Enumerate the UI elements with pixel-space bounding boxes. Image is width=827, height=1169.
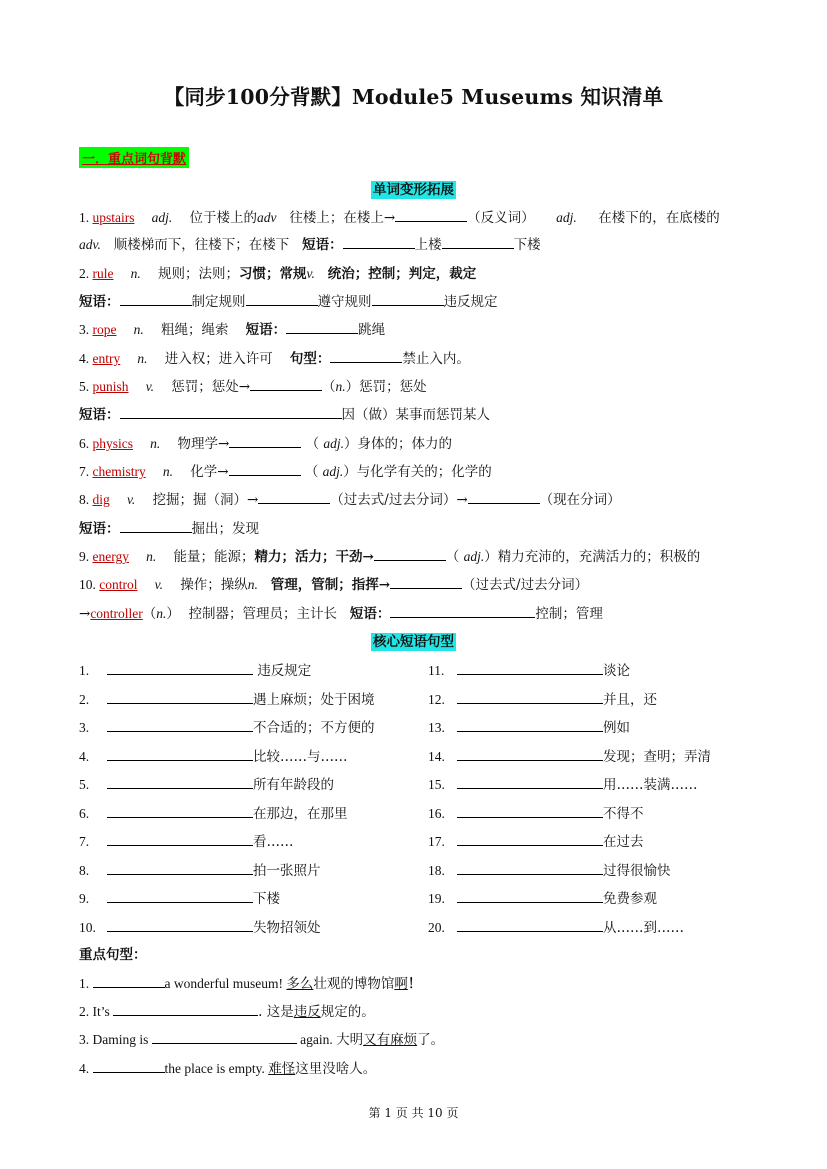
blank[interactable] bbox=[93, 1059, 165, 1073]
blank[interactable] bbox=[120, 519, 192, 533]
blank[interactable] bbox=[372, 292, 444, 306]
phrase-meaning: 在过去 bbox=[603, 834, 644, 850]
phrase-meaning: 失物招领处 bbox=[253, 919, 321, 936]
phrase-number: 16. bbox=[428, 805, 445, 821]
phrase-blank[interactable] bbox=[457, 661, 603, 675]
phrase-meaning: 从……到…… bbox=[603, 919, 684, 936]
word-entry-10: 10. control v. 操作；操纵n. 管理，管制；指挥→ （过去式/过去分词） bbox=[79, 577, 589, 593]
sentence-1: 1. a wonderful museum! 多么壮观的博物馆啊！ bbox=[79, 976, 422, 992]
phrase-blank[interactable] bbox=[457, 690, 603, 704]
phrase-item bbox=[428, 745, 711, 765]
phrase-item bbox=[79, 716, 375, 736]
word-entry-9: 9. energy n. 能量；能源；精力；活力；干劲→ （ adj.）精力充沛的，充满活力的；积极的 bbox=[79, 549, 701, 565]
phrase-item bbox=[428, 659, 630, 679]
blank[interactable] bbox=[250, 377, 322, 391]
phrase-meaning: 比较……与…… bbox=[253, 748, 348, 765]
blank[interactable] bbox=[395, 208, 467, 222]
phrase-blank[interactable] bbox=[107, 889, 253, 903]
word-entry-2-phrases: 短语： 制定规则 遵守规则 违反规定 bbox=[79, 294, 498, 310]
blank[interactable] bbox=[330, 349, 402, 363]
word-entry-5: 5. punish v. 惩罚；惩处→ （n.）惩罚；惩处 bbox=[79, 379, 427, 395]
phrase-meaning: 例如 bbox=[603, 720, 630, 736]
phrase-number: 3. bbox=[79, 720, 90, 735]
blank[interactable] bbox=[152, 1030, 297, 1044]
phrase-item bbox=[428, 830, 644, 850]
phrase-number: 7. bbox=[79, 834, 90, 849]
phrase-meaning: 看…… bbox=[253, 834, 294, 850]
phrase-item bbox=[79, 688, 375, 708]
blank[interactable] bbox=[93, 974, 165, 988]
phrase-number: 19. bbox=[428, 891, 445, 906]
phrase-number: 8. bbox=[79, 862, 90, 878]
phrase-item bbox=[79, 887, 280, 907]
phrase-item bbox=[79, 830, 294, 850]
phrase-number: 10. bbox=[79, 919, 96, 935]
phrase-number: 18. bbox=[428, 862, 445, 878]
phrase-item bbox=[79, 773, 334, 793]
phrase-meaning: 下楼 bbox=[253, 891, 280, 907]
phrase-number: 5. bbox=[79, 777, 90, 792]
word-entry-10-cont: →controller（n.） 控制器；管理员；主计长 短语： 控制；管理 bbox=[79, 606, 603, 622]
phrase-number: 15. bbox=[428, 777, 445, 792]
phrase-meaning: 并且，还 bbox=[603, 691, 657, 708]
section-heading: 一．重点词句背默 bbox=[79, 147, 189, 168]
blank[interactable] bbox=[229, 462, 301, 476]
phrase-number: 12. bbox=[428, 691, 445, 707]
phrase-meaning: 所有年龄段的 bbox=[253, 777, 334, 793]
phrase-meaning: 免费参观 bbox=[603, 891, 657, 907]
phrase-item bbox=[79, 859, 321, 879]
phrase-item bbox=[79, 802, 348, 822]
phrase-number: 20. bbox=[428, 919, 445, 935]
page-footer: 第 1 页 共 10 页 bbox=[368, 1106, 459, 1120]
phrase-blank[interactable] bbox=[107, 661, 253, 675]
phrase-meaning: 拍一张照片 bbox=[253, 862, 321, 879]
word-entry-1-cont: adv. 顺楼梯而下，往楼下；在楼下 短语： 上楼 下楼 bbox=[79, 237, 541, 253]
phrase-item bbox=[428, 802, 644, 822]
phrase-meaning: 过得很愉快 bbox=[603, 862, 671, 879]
phrase-blank[interactable] bbox=[457, 861, 603, 875]
blank[interactable] bbox=[120, 405, 342, 419]
phrase-number: 14. bbox=[428, 748, 445, 764]
phrase-item bbox=[79, 659, 311, 679]
phrase-blank[interactable] bbox=[457, 718, 603, 732]
phrase-meaning: 违反规定 bbox=[253, 663, 312, 679]
phrase-meaning: 遇上麻烦；处于困境 bbox=[253, 691, 375, 708]
word-entry-7: 7. chemistry n. 化学→ （ adj.）与化学有关的；化学的 bbox=[79, 464, 492, 480]
phrase-meaning: 在那边，在那里 bbox=[253, 805, 348, 822]
phrase-number: 6. bbox=[79, 805, 90, 821]
word-entry-8-phrase: 短语： 掘出；发现 bbox=[79, 521, 259, 537]
phrase-meaning: 谈论 bbox=[603, 663, 630, 679]
sentence-3: 3. Daming is again. 大明又有麻烦了。 bbox=[79, 1032, 445, 1048]
blank[interactable] bbox=[374, 547, 446, 561]
phrase-number: 13. bbox=[428, 720, 445, 735]
phrase-item bbox=[428, 859, 671, 879]
word-entry-6: 6. physics n. 物理学→ （ adj.）身体的；体力的 bbox=[79, 436, 453, 452]
phrase-blank[interactable] bbox=[457, 804, 603, 818]
phrase-blank[interactable] bbox=[457, 747, 603, 761]
phrase-number: 17. bbox=[428, 834, 445, 849]
word-entry-5-phrase: 短语： 因（做）某事而惩罚某人 bbox=[79, 407, 490, 423]
word-entry-8: 8. dig v. 挖掘；掘（洞）→ （过去式/过去分词）→ （现在分词） bbox=[79, 492, 621, 508]
phrase-item bbox=[428, 716, 630, 736]
blank[interactable] bbox=[390, 604, 535, 618]
blank[interactable] bbox=[390, 575, 462, 589]
phrase-blank[interactable] bbox=[107, 775, 253, 789]
word-upstairs: upstairs bbox=[92, 210, 135, 225]
phrase-blank[interactable] bbox=[457, 889, 603, 903]
phrase-blank[interactable] bbox=[107, 718, 253, 732]
blank[interactable] bbox=[229, 434, 301, 448]
phrase-item bbox=[428, 688, 657, 708]
phrase-meaning: 发现；查明；弄清 bbox=[603, 748, 711, 765]
phrase-meaning: 用……装满…… bbox=[603, 777, 698, 793]
sentence-4: 4. the place is empty. 难怪这里没啥人。 bbox=[79, 1061, 377, 1077]
phrase-blank[interactable] bbox=[107, 832, 253, 846]
word-entry-4: 4. entry n. 进入权；进入许可 句型： 禁止入内。 bbox=[79, 351, 470, 367]
phrase-item bbox=[428, 916, 684, 936]
phrase-item bbox=[79, 916, 321, 936]
phrase-blank[interactable] bbox=[457, 832, 603, 846]
blank[interactable] bbox=[286, 320, 358, 334]
subheading-core-phrases: 核心短语句型 bbox=[373, 634, 454, 650]
phrase-number: 11. bbox=[428, 663, 445, 678]
phrase-meaning: 不合适的；不方便的 bbox=[253, 720, 375, 736]
phrase-number: 4. bbox=[79, 748, 90, 764]
word-entry-3: 3. rope n. 粗绳；绳索 短语： 跳绳 bbox=[79, 322, 386, 338]
phrase-blank[interactable] bbox=[107, 804, 253, 818]
phrase-blank[interactable] bbox=[457, 918, 603, 932]
subheading-word-forms: 单词变形拓展 bbox=[373, 182, 454, 198]
blank[interactable] bbox=[246, 292, 318, 306]
blank[interactable] bbox=[468, 490, 540, 504]
phrase-item bbox=[428, 887, 657, 907]
word-entry-2: 2. rule n. 规则；法则；习惯；常规v. 统治；控制；判定，裁定 bbox=[79, 266, 477, 282]
phrase-blank[interactable] bbox=[107, 861, 253, 875]
phrase-number: 1. bbox=[79, 663, 90, 678]
phrase-meaning: 不得不 bbox=[603, 805, 644, 822]
phrase-item bbox=[428, 773, 698, 793]
phrase-blank[interactable] bbox=[457, 775, 603, 789]
phrase-item bbox=[79, 745, 348, 765]
key-sentences-title: 重点句型： bbox=[79, 947, 147, 963]
blank[interactable] bbox=[258, 490, 330, 504]
page-title: 【同步100分背默】Module5 Museums 知识清单 bbox=[163, 85, 664, 109]
phrase-blank[interactable] bbox=[107, 690, 253, 704]
sentence-2: 2. It’s . 这是违反规定的。 bbox=[79, 1004, 375, 1020]
phrase-blank[interactable] bbox=[107, 747, 253, 761]
blank[interactable] bbox=[442, 235, 514, 249]
word-entry-1: 1. upstairs adj. 位于楼上的adv 往楼上；在楼上→ （反义词） adj. 在楼下的，在底楼的 bbox=[79, 210, 720, 226]
blank[interactable] bbox=[113, 1002, 258, 1016]
phrase-number: 2. bbox=[79, 691, 90, 707]
blank[interactable] bbox=[120, 292, 192, 306]
blank[interactable] bbox=[343, 235, 415, 249]
phrase-blank[interactable] bbox=[107, 918, 253, 932]
phrase-number: 9. bbox=[79, 891, 90, 906]
